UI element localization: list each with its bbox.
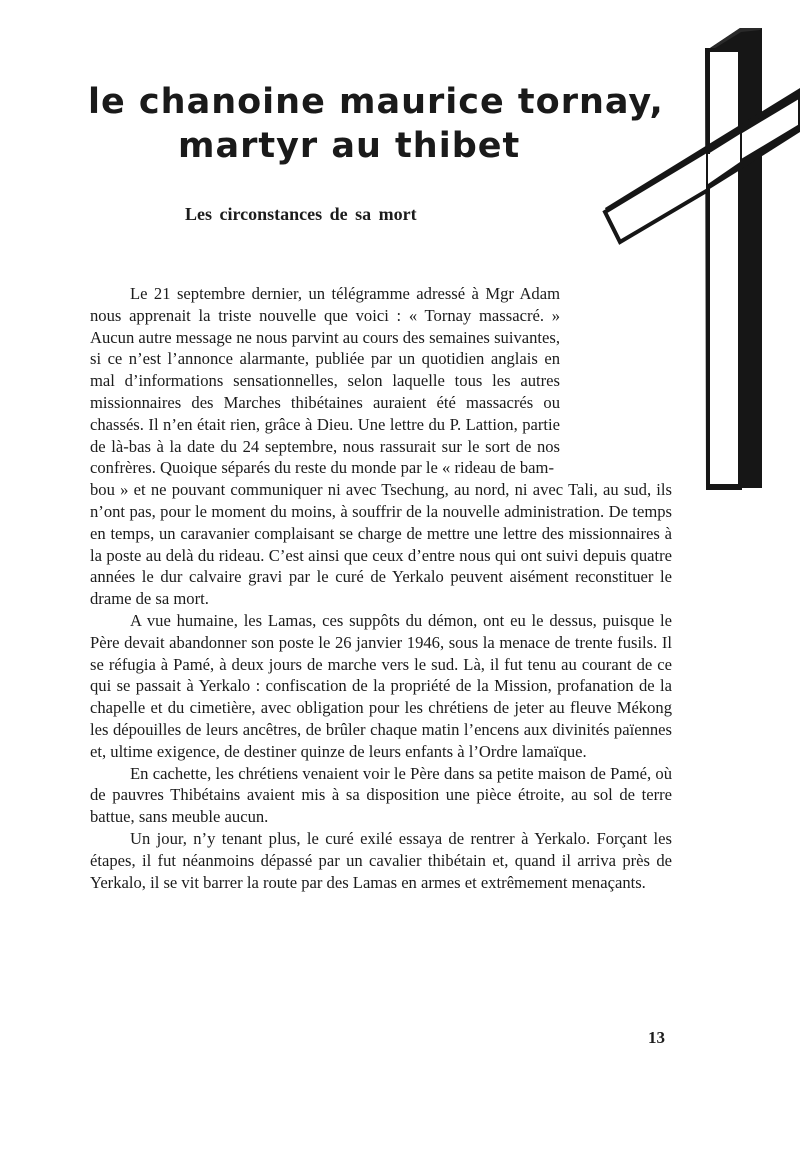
title-line-2: martyr au thibet xyxy=(178,126,521,166)
title-line-1: le chanoine maurice tornay, xyxy=(88,82,664,122)
article-body xyxy=(90,283,672,893)
paragraph-4: Un jour, n’y tenant plus, le curé exilé essaya de rentrer à Yerkalo. Forçant les étapes, il fut néanmoins dépassé par un cavalier thibétain et, quand il arriva près de Yerkalo, il se vit barrer la route par des Lamas en armes et extrêmement menaçants. xyxy=(90,828,672,892)
paragraph-2: A vue humaine, les Lamas, ces suppôts du démon, ont eu le dessus, puisque le Père devait abandonner son poste le 26 janvier 1946, sous la menace de trente fusils. Il se réfugia à Pamé, à deux jours de marche vers le sud. Là, il fut tenu au courant de ce qui se passait à Yerkalo : confiscation de la propriété de la Mission, profanation de la chapelle et du cimetière, avec obligation pour les chrétiens de jeter au fleuve Mékong les dépouilles de leurs ancêtres, de brûler chaque matin l’encens aux divinités païennes et, ultime exigence, de destiner quinze de leurs enfants à l’Ordre lamaïque. xyxy=(90,610,672,761)
paragraph-3: En cachette, les chrétiens venaient voir le Père dans sa petite maison de Pamé, où de pauvres Thibétains avaient mis à sa disposition une pièce étroite, au sol de terre battue, sans meuble aucun. xyxy=(90,763,672,827)
paragraph-1-continued: bou » et ne pouvant communiquer ni avec Tsechung, au nord, ni avec Tali, au sud, ils n’ont pas, pour le moment du moins, à souffrir de la nouvelle administration. De temps en temps, un caravanier complaisant se charge de mettre une lettre des missionnaires à la poste au delà du rideau. C’est ainsi que ceux d’entre nous qui ont suivi depuis quatre années le dur calvaire gravi par le curé de Yerkalo peuvent aisément reconstituer le drame de sa mort. xyxy=(90,480,672,609)
article-title xyxy=(0,80,664,168)
page-number: 13 xyxy=(648,1028,665,1047)
paragraph-1-narrow: Le 21 septembre dernier, un télégramme adressé à Mgr Adam nous apprenait la triste nouvelle que voici : « Tornay massacré. » Aucun autre message ne nous parvint au cours des semaines suivantes, si ce n’est l’annonce alarmante, publiée par un quotidien anglais en mal d’informations sensationnelles, selon laquelle tous les autres missionnaires des Marches thibétaines auraient été massacrés ou chassés. Il n’en était rien, grâce à Dieu. Une lettre du P. Lattion, partie de là-bas à la date du 24 septembre, nous rassurait sur le sort de nos confrères. Quoique séparés du reste du monde par le « rideau de bam- xyxy=(90,284,560,478)
article-subtitle: Les circonstances de sa mort xyxy=(185,204,417,224)
